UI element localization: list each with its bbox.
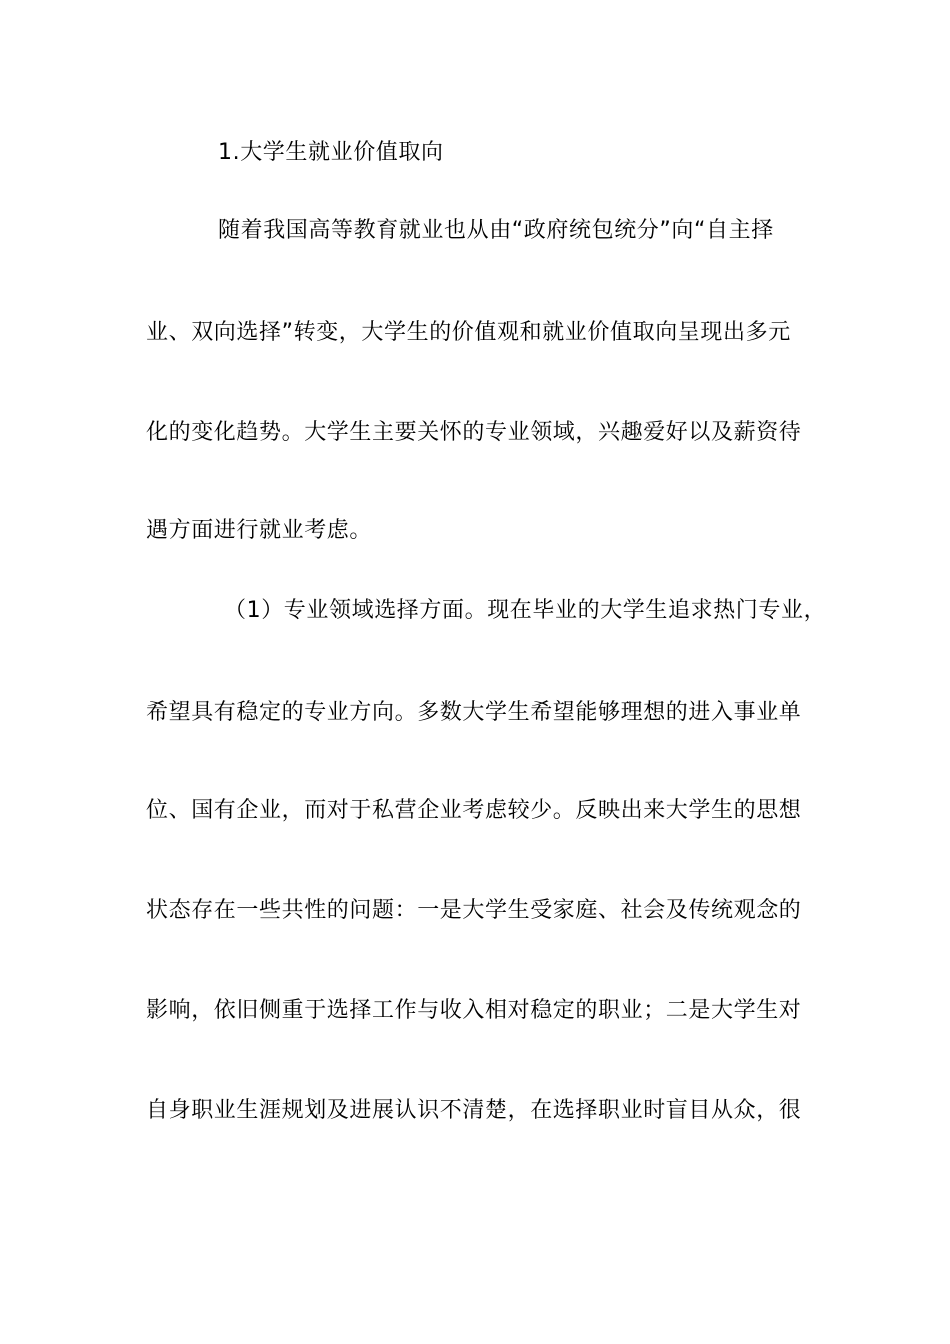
section-heading: 1.大学生就业价值取向 (218, 140, 444, 165)
paragraph-line: 位、国有企业，而对于私营企业考虑较少。反映出来大学生的思想 (146, 798, 802, 823)
paragraph-line: 化的变化趋势。大学生主要关怀的专业领域，兴趣爱好以及薪资待 (146, 420, 802, 445)
paragraph-line: 随着我国高等教育就业也从由“政府统包统分”向“自主择 (218, 218, 774, 243)
paragraph-line: 业、双向选择”转变，大学生的价值观和就业价值取向呈现出多元 (146, 320, 791, 345)
paragraph-line: 遇方面进行就业考虑。 (146, 518, 373, 543)
paragraph-line: 自身职业生涯规划及进展认识不清楚，在选择职业时盲目从众，很 (146, 1098, 802, 1123)
paragraph-line: 状态存在一些共性的问题：一是大学生受家庭、社会及传统观念的 (146, 898, 802, 923)
paragraph-line: 影响，依旧侧重于选择工作与收入相对稳定的职业；二是大学生对 (146, 998, 802, 1023)
paragraph-line: （1）专业领域选择方面。现在毕业的大学生追求热门专业， (224, 598, 827, 623)
paragraph-line: 希望具有稳定的专业方向。多数大学生希望能够理想的进入事业单 (146, 700, 802, 725)
